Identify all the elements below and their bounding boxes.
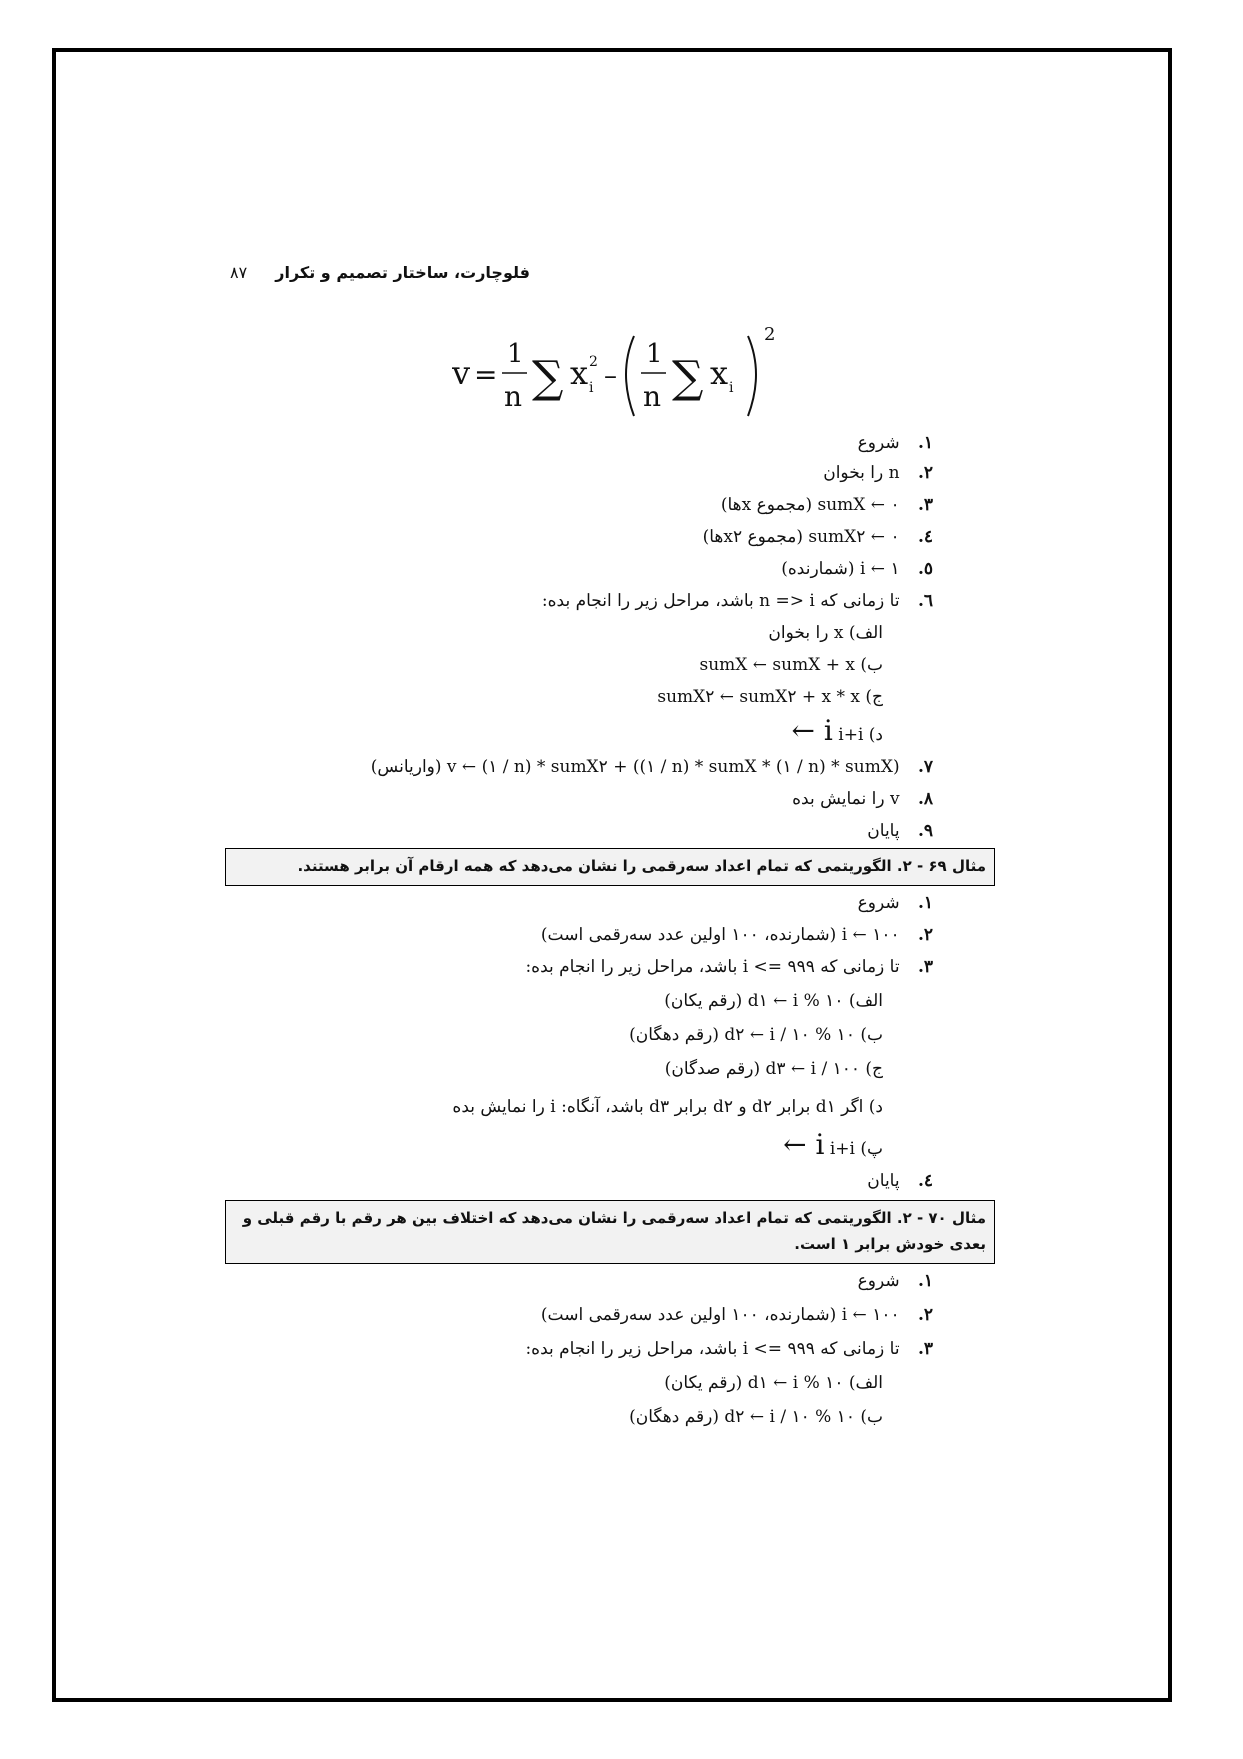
- formula-sup-2: 2: [764, 324, 776, 345]
- formula-n-1: n: [504, 380, 523, 413]
- step-5: ٥. ۱ ← i (شمارنده): [781, 559, 933, 579]
- variance-formula: [452, 318, 792, 428]
- ex70-step-3b: ب) d۲ ← i / ۱۰ % ۱۰ (رقم دهگان): [629, 1407, 883, 1427]
- formula-one-2: 1: [646, 339, 663, 369]
- step-6c: ج) sumX۲ ← sumX۲ + x * x: [657, 687, 883, 707]
- formula-sub-1: i: [589, 380, 594, 396]
- step-8: ۸. v را نمایش بده: [792, 789, 933, 809]
- formula-equals: =: [474, 358, 498, 391]
- step-9: ۹. پایان: [867, 821, 933, 841]
- ex70-step-1: ۱. شروع: [857, 1271, 933, 1291]
- example-70-box: مثال ۷۰ - ۲. الگوریتمی که تمام اعداد سه‌رقمی را نشان می‌دهد که اختلاف بین هر رقم با رقم قبلی و بعدی خودش برابر ۱ است.: [225, 1200, 995, 1264]
- ex69-step-3e: پ) i+i i ←: [783, 1128, 883, 1161]
- ex69-step-3a: الف) d۱ ← i % ۱۰ (رقم یکان): [664, 991, 883, 1011]
- page-number: ۸۷: [230, 263, 248, 282]
- formula-v: v: [452, 354, 471, 392]
- ex69-step-3c: ج) d۳ ← i / ۱۰۰ (رقم صدگان): [664, 1059, 883, 1079]
- step-6d: د) i+i i ←: [791, 714, 883, 747]
- ex69-step-3d: د) اگر d۱ برابر d۲ و d۲ برابر d۳ باشد، آنگاه: i را نمایش بده: [452, 1097, 883, 1117]
- step-2: ۲. n را بخوان: [823, 463, 933, 483]
- ex70-step-3: ۳. تا زمانی که ۹۹۹ => i باشد، مراحل زیر را انجام بده:: [525, 1339, 933, 1359]
- ex69-step-3b: ب) d۲ ← i / ۱۰ % ۱۰ (رقم دهگان): [629, 1025, 883, 1045]
- formula-x-1: x: [570, 354, 589, 392]
- ex69-step-3: ۳. تا زمانی که ۹۹۹ => i باشد، مراحل زیر را انجام بده:: [525, 957, 933, 977]
- formula-n-2: n: [643, 380, 662, 413]
- step-7: ۷. v ← (۱ / n) * sumX۲ + ((۱ / n) * sumX * (۱ / n) * sumX) (واریانس): [370, 757, 933, 777]
- step-6a: الف) x را بخوان: [768, 623, 883, 643]
- formula-sigma-2: ∑: [672, 352, 704, 403]
- formula-sub-2: i: [729, 380, 734, 396]
- formula-sup-1: 2: [589, 354, 598, 370]
- step-3: ۳. ۰ ← sumX (مجموع xها): [720, 495, 933, 515]
- ex69-step-1: ۱. شروع: [857, 893, 933, 913]
- ex70-step-3a: الف) d۱ ← i % ۱۰ (رقم یکان): [664, 1373, 883, 1393]
- formula-one-1: 1: [507, 339, 524, 369]
- step-4: ٤. ۰ ← sumX۲ (مجموع x۲ها): [702, 527, 933, 547]
- chapter-title: فلوچارت، ساختار تصمیم و تکرار: [275, 263, 530, 282]
- step-6: ٦. تا زمانی که n => i باشد، مراحل زیر را انجام بده:: [541, 591, 933, 611]
- example-69-box: مثال ۶۹ - ۲. الگوریتمی که تمام اعداد سه‌رقمی را نشان می‌دهد که همه ارقام آن برابر هستند.: [225, 848, 995, 886]
- formula-x-2: x: [710, 354, 729, 392]
- ex70-step-2: ۲. ۱۰۰ ← i (شمارنده، ۱۰۰ اولین عدد سه‌رقمی است): [540, 1305, 933, 1325]
- formula-minus: –: [604, 361, 617, 391]
- ex69-step-2: ۲. ۱۰۰ ← i (شمارنده، ۱۰۰ اولین عدد سه‌رقمی است): [540, 925, 933, 945]
- formula-sigma-1: ∑: [532, 352, 564, 403]
- step-1: ۱. شروع: [857, 433, 933, 453]
- ex69-step-4: ٤. پایان: [867, 1171, 933, 1191]
- step-6b: ب) sumX ← sumX + x: [699, 655, 883, 675]
